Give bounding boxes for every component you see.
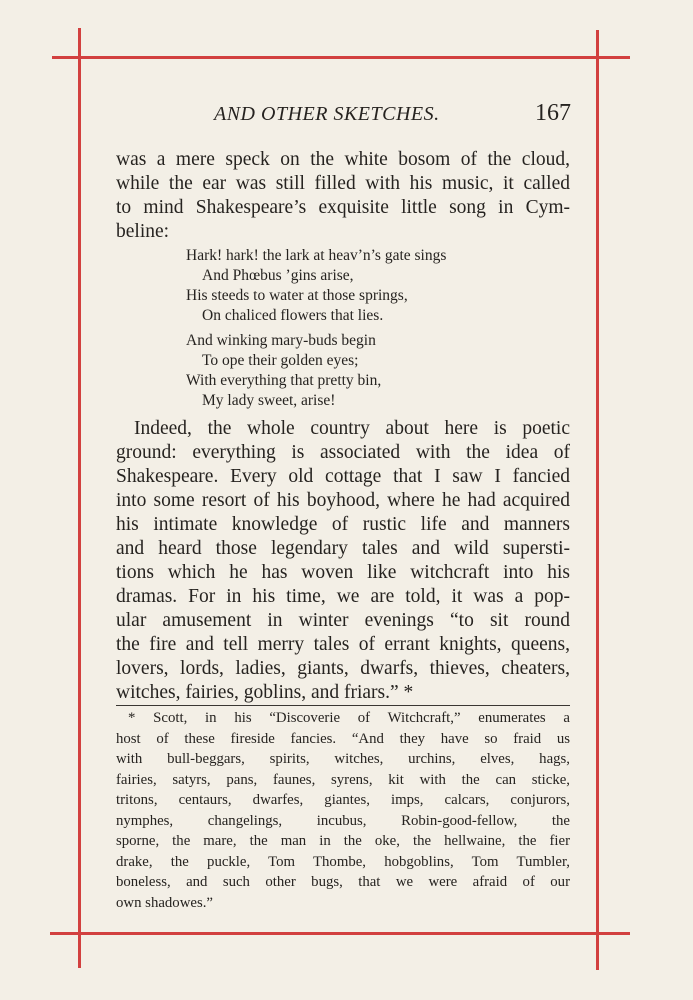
paragraph-2 bbox=[116, 417, 570, 705]
border-rule-right bbox=[596, 30, 599, 970]
text-line: was a mere speck on the white bosom of the cloud, bbox=[116, 149, 570, 170]
text-line: lovers, lords, ladies, giants, dwarfs, thieves, cheaters, bbox=[116, 658, 570, 679]
footnote-line: boneless, and such other bugs, that we were afraid of our bbox=[116, 874, 570, 890]
poem-line: With everything that pretty bin, bbox=[186, 372, 382, 389]
poem-line: His steeds to water at those springs, bbox=[186, 287, 408, 304]
poem-stanza-2 bbox=[186, 331, 526, 411]
footnote-line: sporne, the mare, the man in the oke, the hellwaine, the fier bbox=[116, 833, 570, 849]
text-line: to mind Shakespeare’s exquisite little song in Cym- bbox=[116, 197, 570, 218]
page-header bbox=[116, 100, 571, 130]
text-line: Indeed, the whole country about here is poetic bbox=[134, 418, 570, 439]
poem-line: And winking mary-buds begin bbox=[186, 332, 376, 349]
footnote bbox=[116, 708, 570, 913]
poem-line: To ope their golden eyes; bbox=[202, 352, 359, 369]
border-rule-left bbox=[78, 28, 81, 968]
text-line: into some resort of his boyhood, where he had acquired bbox=[116, 490, 570, 511]
text-line: witches, fairies, goblins, and friars.” * bbox=[116, 682, 414, 703]
footnote-line: nymphes, changelings, incubus, Robin-good-fellow, the bbox=[116, 812, 570, 829]
poem-line: On chaliced flowers that lies. bbox=[202, 307, 384, 324]
text-line: dramas. For in his time, we are told, it was a pop- bbox=[116, 586, 570, 607]
footnote-line: drake, the puckle, Tom Thombe, hobgoblins, Tom Tumbler, bbox=[116, 853, 570, 870]
border-rule-top bbox=[52, 56, 630, 59]
footnote-divider bbox=[116, 705, 570, 706]
text-line: ular amusement in winter evenings “to sit round bbox=[116, 610, 570, 631]
poem-line: And Phœbus ’gins arise, bbox=[202, 267, 354, 284]
footnote-line: tritons, centaurs, dwarfes, giantes, imps, calcars, conjurors, bbox=[116, 792, 570, 808]
text-line: ground: everything is associated with the idea of bbox=[116, 442, 570, 463]
paragraph-1 bbox=[116, 148, 570, 244]
footnote-line: * Scott, in his “Discoverie of Witchcraft,” enumerates a bbox=[128, 710, 570, 726]
text-line: and heard those legendary tales and wild supersti- bbox=[116, 538, 570, 559]
text-line: tions which he has woven like witchcraft into his bbox=[116, 562, 570, 583]
text-line: while the ear was still filled with his music, it called bbox=[116, 173, 570, 194]
footnote-line: with bull-beggars, spirits, witches, urchins, elves, hags, bbox=[116, 751, 570, 767]
text-line: Shakespeare. Every old cottage that I saw I fancied bbox=[116, 466, 570, 487]
poem-line: My lady sweet, arise! bbox=[202, 392, 336, 409]
poem-stanza-1 bbox=[186, 246, 526, 326]
text-line: his intimate knowledge of rustic life and manners bbox=[116, 514, 570, 535]
border-rule-bottom bbox=[50, 932, 630, 935]
running-head: AND OTHER SKETCHES. bbox=[214, 103, 440, 125]
footnote-line: fairies, satyrs, pans, faunes, syrens, kit with the can sticke, bbox=[116, 771, 570, 788]
poem-line: Hark! hark! the lark at heav’n’s gate sings bbox=[186, 247, 447, 264]
footnote-line: own shadowes.” bbox=[116, 894, 213, 911]
text-line: beline: bbox=[116, 221, 170, 242]
footnote-line: host of these fireside fancies. “And they have so fraid us bbox=[116, 730, 570, 747]
page-number: 167 bbox=[535, 100, 571, 126]
text-line: the fire and tell merry tales of errant knights, queens, bbox=[116, 634, 570, 655]
